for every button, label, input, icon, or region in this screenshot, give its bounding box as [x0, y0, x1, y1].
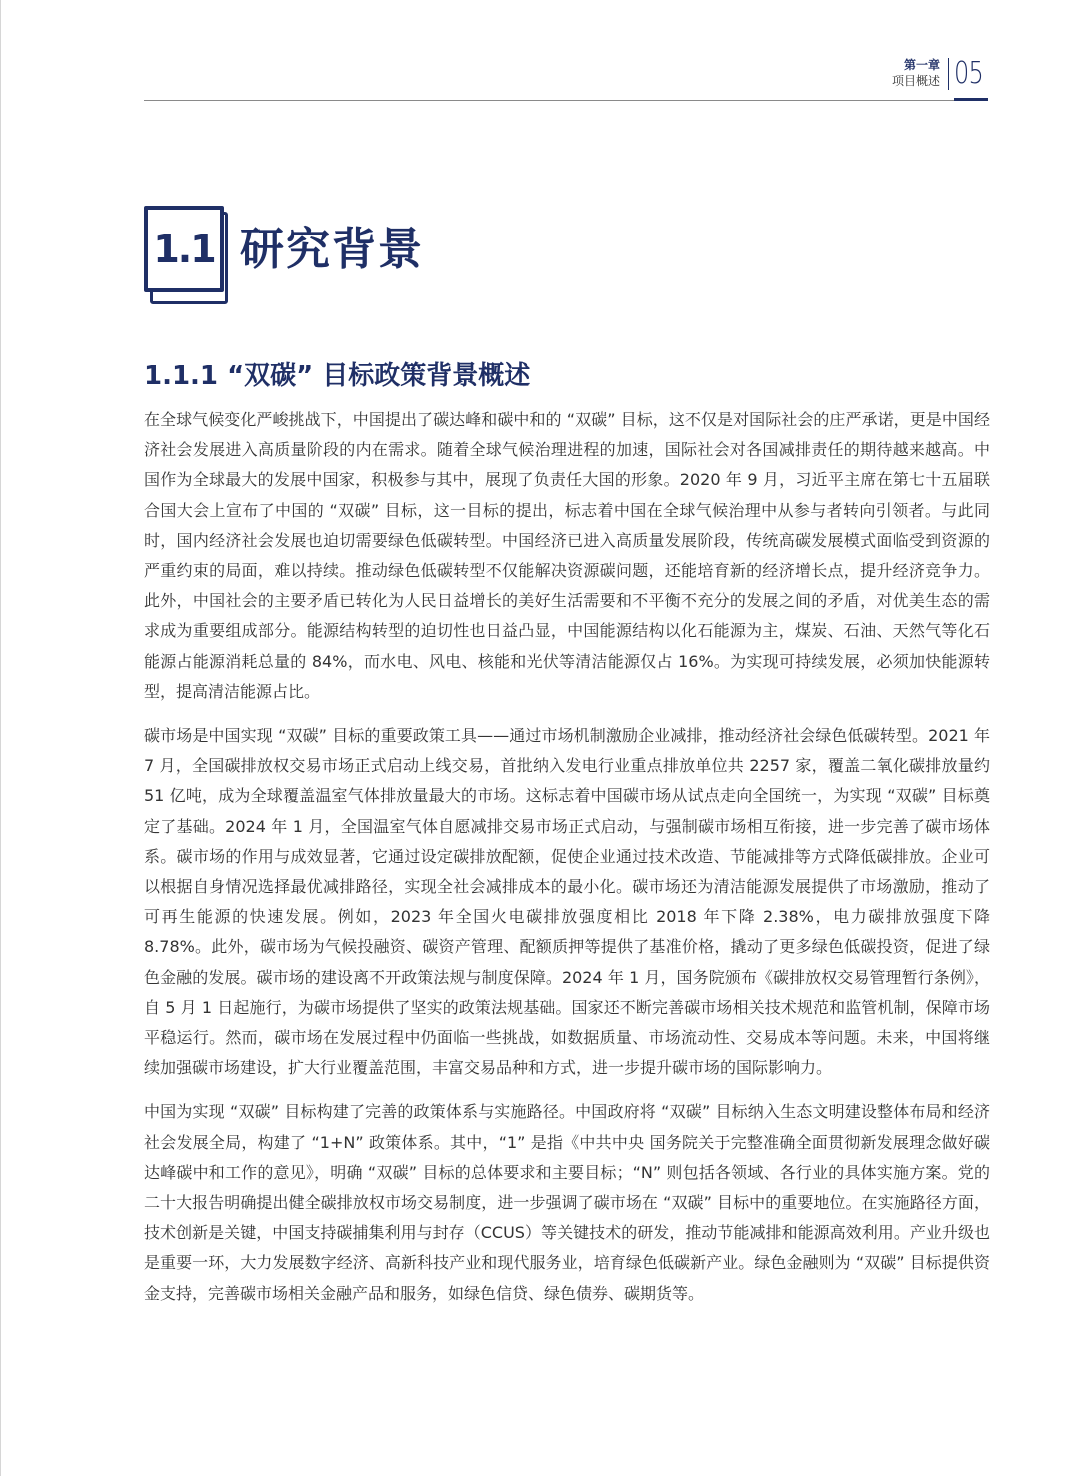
header-chapter: 第一章	[903, 58, 940, 72]
body-text	[144, 405, 990, 1323]
section-number: 1.1	[153, 227, 215, 271]
header-divider	[948, 58, 949, 90]
header-section: 项目概述	[891, 74, 940, 88]
page-number: 05	[954, 56, 983, 91]
paragraph-3: 中国为实现 “双碳” 目标构建了完善的政策体系与实施路径。中国政府将 “双碳” 目标纳入生态文明建设整体布局和经济社会发展全局，构建了 “1+N” 政策体系。其中，“1” 是指《中共中央 国务院关于完整准确全面贯彻新发展理念做好碳达峰碳中和工作的意见》，明确 “双碳” 目标的总体要求和主要目标；“N” 则包括各领域、各行业的具体实施方案。党的二十大报告明确提出健全碳排放权市场交易制度，进一步强调了碳市场在 “双碳” 目标中的重要地位。在实施路径方面，技术创新是关键，中国支持碳捕集利用与封存（CCUS）等关键技术的研发，推动节能减排和能源高效利用。产业升级也是重要一环，大力发展数字经济、高新科技产业和现代服务业，培育绿色低碳新产业。绿色金融则为 “双碳” 目标提供资金支持，完善碳市场相关金融产品和服务，如绿色信贷、绿色债券、碳期货等。	[144, 1102, 990, 1303]
paragraph-2: 碳市场是中国实现 “双碳” 目标的重要政策工具——通过市场机制激励企业减排，推动经济社会绿色低碳转型。2021 年 7 月，全国碳排放权交易市场正式启动上线交易，首批纳入发电行业重点排放单位共 2257 家，覆盖二氧化碳排放量约 51 亿吨，成为全球覆盖温室气体排放量最大的市场。这标志着中国碳市场从试点走向全国统一，为实现 “双碳” 目标奠定了基础。2024 年 1 月，全国温室气体自愿减排交易市场正式启动，与强制碳市场相互衔接，进一步完善了碳市场体系。碳市场的作用与成效显著，它通过设定碳排放配额，促使企业通过技术改造、节能减排等方式降低碳排放。企业可以根据自身情况选择最优减排路径，实现全社会减排成本的最小化。碳市场还为清洁能源发展提供了市场激励，推动了可再生能源的快速发展。例如，2023 年全国火电碳排放强度相比 2018 年下降 2.38%，电力碳排放强度下降 8.78%。此外，碳市场为气候投融资、碳资产管理、配额质押等提供了基准价格，撬动了更多绿色低碳投资，促进了绿色金融的发展。碳市场的建设离不开政策法规与制度保障。2024 年 1 月，国务院颁布《碳排放权交易管理暂行条例》，自 5 月 1 日起施行，为碳市场提供了坚实的政策法规基础。国家还不断完善碳市场相关技术规范和监管机制，保障市场平稳运行。然而，碳市场在发展过程中仍面临一些挑战，如数据质量、市场流动性、交易成本等问题。未来，中国将继续加强碳市场建设，扩大行业覆盖范围，丰富交易品种和方式，进一步提升碳市场的国际影响力。	[144, 726, 990, 1078]
paragraph-1: 在全球气候变化严峻挑战下，中国提出了碳达峰和碳中和的 “双碳” 目标，这不仅是对国际社会的庄严承诺，更是中国经济社会发展进入高质量阶段的内在需求。随着全球气候治理进程的加速，国际社会对各国减排责任的期待越来越高。中国作为全球最大的发展中国家，积极参与其中，展现了负责任大国的形象。2020 年 9 月，习近平主席在第七十五届联合国大会上宣布了中国的 “双碳” 目标，这一目标的提出，标志着中国在全球气候治理中从参与者转向引领者。与此同时，国内经济社会发展也迫切需要绿色低碳转型。中国经济已进入高质量发展阶段，传统高碳发展模式面临受到资源的严重约束的局面，难以持续。推动绿色低碳转型不仅能解决资源碳问题，还能培育新的经济增长点，提升经济竞争力。此外，中国社会的主要矛盾已转化为人民日益增长的美好生活需要和不平衡不充分的发展之间的矛盾，对优美生态的需求成为重要组成部分。能源结构转型的迫切性也日益凸显，中国能源结构以化石能源为主，煤炭、石油、天然气等化石能源占能源消耗总量的 84%，而水电、风电、核能和光伏等清洁能源仅占 16%。为实现可持续发展，必须加快能源转型，提高清洁能源占比。	[144, 410, 990, 701]
section-title: 研究背景	[240, 224, 424, 275]
section-badge	[144, 206, 224, 292]
page-edge	[0, 0, 1, 1476]
header-rule	[144, 100, 988, 101]
subsection-title: 1.1.1 “双碳” 目标政策背景概述	[144, 361, 531, 391]
header-rule-accent	[954, 98, 988, 101]
